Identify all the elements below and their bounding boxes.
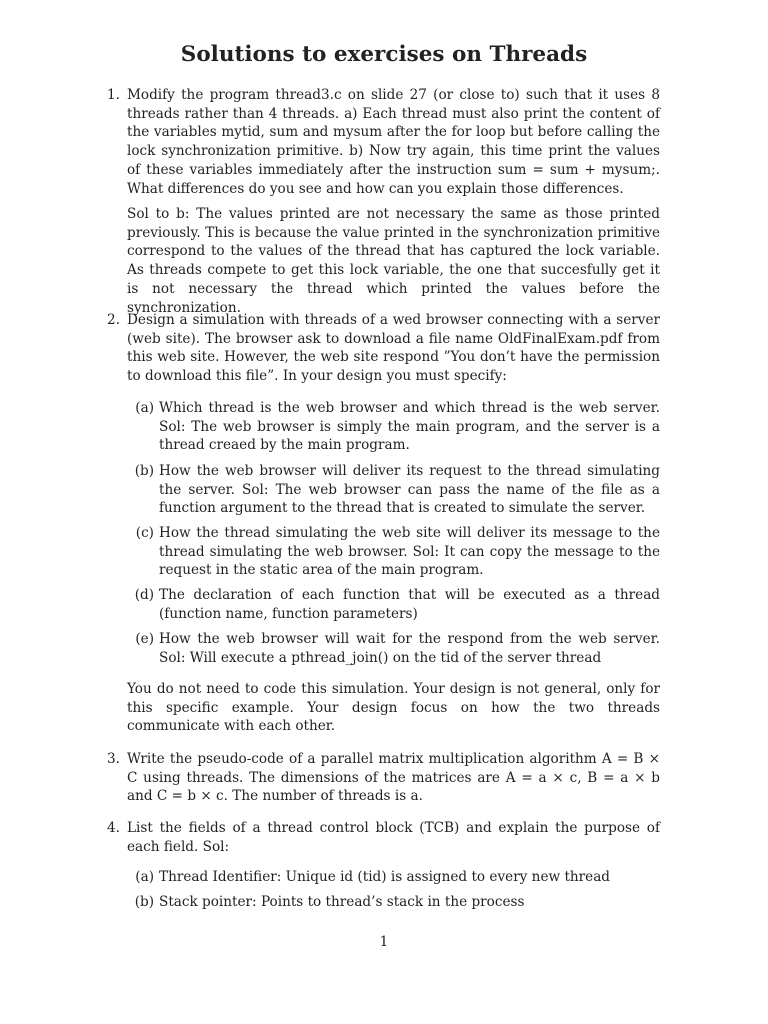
subitem-text: Which thread is the web browser and which thread is the web server. Sol: The web browser is simply the main program, and the server is a thread creaed by the main program. — [159, 400, 660, 454]
subitem-label: (e) — [135, 631, 154, 647]
item-2-text: Design a simulation with threads of a wed browser connecting with a server (web site). The browser ask to download a file name OldFinalExam.pdf from this web site. However, the web site respond ”You don’t have the permission to download this file”. In your design you must specify: — [127, 312, 660, 385]
item-number: 3. — [107, 751, 120, 767]
page-number: 1 — [379, 934, 389, 950]
subitem-label: (d) — [134, 587, 154, 603]
item-number: 1. — [107, 87, 120, 103]
item-number: 4. — [107, 820, 120, 836]
item-1-solution: Sol to b: The values printed are not necessary the same as those printed previously. This is because the value printed in the synchronization primitive correspond to the values of the thread that has captured the lock variable. As threads compete to get this lock variable, the one that succesfully get it is not necessary the thread which printed the values before the synchronization. — [127, 206, 660, 316]
subitem-label: (c) — [135, 525, 154, 541]
subitem-text: The declaration of each function that will be executed as a thread (function name, function parameters) — [159, 587, 660, 622]
subitem-label: (b) — [134, 463, 154, 479]
subitem-label: (a) — [135, 400, 154, 416]
subitem-text: Stack pointer: Points to thread’s stack in the process — [159, 894, 525, 910]
item-1-text: Modify the program thread3.c on slide 27 (or close to) such that it uses 8 threads rather than 4 threads. a) Each thread must also print the content of the variables mytid, sum and mysum after the for loop but before calling the lock synchronization primitive. b) Now try again, this time print the values of these variables immediately after the instruction sum = sum + mysum;. What differences do you see and how can you explain those differences. — [127, 87, 660, 197]
item-number: 2. — [107, 312, 120, 328]
item-2-note: You do not need to code this simulation. Your design is not general, only for this specific example. Your design focus on how the two threads communicate with each other. — [127, 681, 660, 735]
item-4-text: List the fields of a thread control block (TCB) and explain the purpose of each field. Sol: — [127, 820, 660, 855]
subitem-text: How the web browser will deliver its request to the thread simulating the server. Sol: The web browser can pass the name of the file as a function argument to the thread that is created to simulate the server. — [159, 463, 660, 517]
subitem-text: How the web browser will wait for the respond from the web server. Sol: Will execute a pthread_join() on the tid of the server thread — [159, 631, 660, 666]
item-3-text: Write the pseudo-code of a parallel matrix multiplication algorithm A = B × C using threads. The dimensions of the matrices are A = a × c, B = a × b and C = b × c. The number of threads is a. — [127, 751, 660, 805]
subitem-label: (b) — [134, 894, 154, 910]
subitem-text: Thread Identifier: Unique id (tid) is assigned to every new thread — [159, 869, 611, 885]
subitem-text: How the thread simulating the web site will deliver its message to the thread simulating the web browser. Sol: It can copy the message to the request in the static area of the main program. — [159, 525, 660, 579]
page-title: Solutions to exercises on Threads — [180, 42, 588, 67]
subitem-label: (a) — [135, 869, 154, 885]
